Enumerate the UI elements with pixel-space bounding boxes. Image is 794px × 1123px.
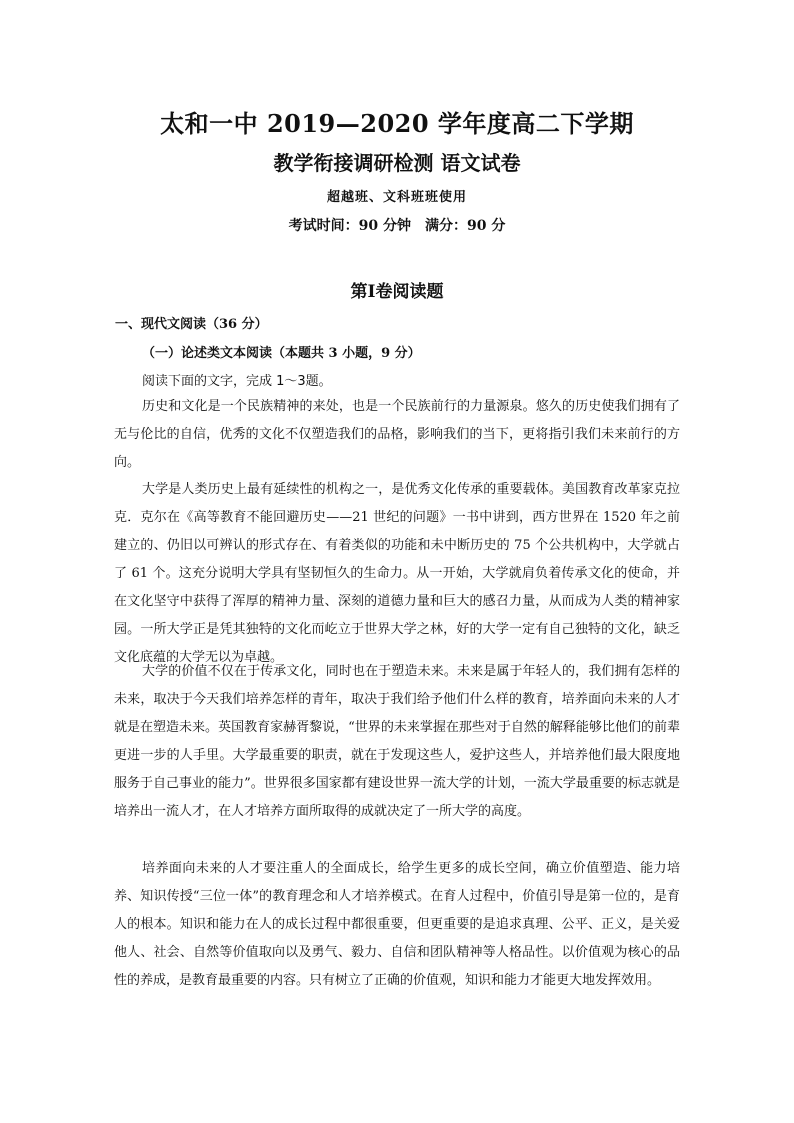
exam-info: 考试时间：90 分钟 满分：90 分 bbox=[288, 218, 506, 234]
passage-paragraph-4: 培养面向未来的人才要注重人的全面成长，给学生更多的成长空间，确立价值塑造、能力培养、知识传授“三位一体”的教育理念和人才培养模式。在育人过程中，价值引导是第一位的，是育人的根本。知识和能力在人的成长过程中都很重要，但更重要的是追求真理、公平、正义，是关爱他人、社会、自然等价值取向以及勇气、毅力、自信和团队精神等人格品性。以价值观为核心的品性的养成，是教育最重要的内容。只有树立了正确的价值观，知识和能力才能更大地发挥效用。 bbox=[114, 861, 680, 988]
passage-paragraph-2: 大学是人类历史上最有延续性的机构之一，是优秀文化传承的重要载体。美国教育改革家克拉克．克尔在《高等教育不能回避历史——21 世纪的问题》一书中讲到，西方世界在 1520 年之前建立的、仍旧以可辨认的形式存在、有着类似的功能和未中断历史的 75 个公共机构中，大学就占了 61 个。这充分说明大学具有坚韧恒久的生命力。从一开始，大学就肩负着传承文化的使命，并在文化坚守中获得了浑厚的精神力量、深刻的道德力量和巨大的感召力量，从而成为人类的精神家园。一所大学正是凭其独特的文化而屹立于世界大学之林，好的大学一定有自己独特的文化，缺乏文化底蕴的大学无以为卓越。 bbox=[114, 482, 680, 665]
subsection-heading: （一）论述类文本阅读（本题共 3 小题，9 分） bbox=[142, 346, 421, 361]
reading-instruction: 阅读下面的文字，完成 1～3题。 bbox=[142, 374, 332, 389]
passage-paragraph-3: 大学的价值不仅在于传承文化，同时也在于塑造未来。未来是属于年轻人的，我们拥有怎样的未来，取决于今天我们培养怎样的青年，取决于我们给予他们什么样的教育，培养面向未来的人才就是在塑造未来。英国教育家赫胥黎说，“世界的未来掌握在那些对于自然的解释能够比他们的前辈更进一步的人手里。大学最重要的职责，就在于发现这些人，爱护这些人，并培养他们最大限度地服务于自己事业的能力”。世界很多国家都有建设世界一流大学的计划，一流大学最重要的标志就是培养出一流人才，在人才培养方面所取得的成就决定了一所大学的高度。 bbox=[114, 664, 680, 819]
exam-subtitle: 教学衔接调研检测 语文试卷 bbox=[273, 151, 521, 175]
section-heading: 一、现代文阅读（36 分） bbox=[115, 317, 268, 332]
passage-paragraph-1: 历史和文化是一个民族精神的来处，也是一个民族前行的力量源泉。悠久的历史使我们拥有了无与伦比的自信，优秀的文化不仅塑造我们的品格，影响我们的当下，更将指引我们未来前行的方向。 bbox=[114, 399, 680, 470]
class-note: 超越班、文科班班使用 bbox=[326, 190, 467, 205]
exam-title: 太和一中 2019—2020 学年度高二下学期 bbox=[160, 109, 634, 138]
part-title: 第Ⅰ卷阅读题 bbox=[350, 282, 444, 302]
